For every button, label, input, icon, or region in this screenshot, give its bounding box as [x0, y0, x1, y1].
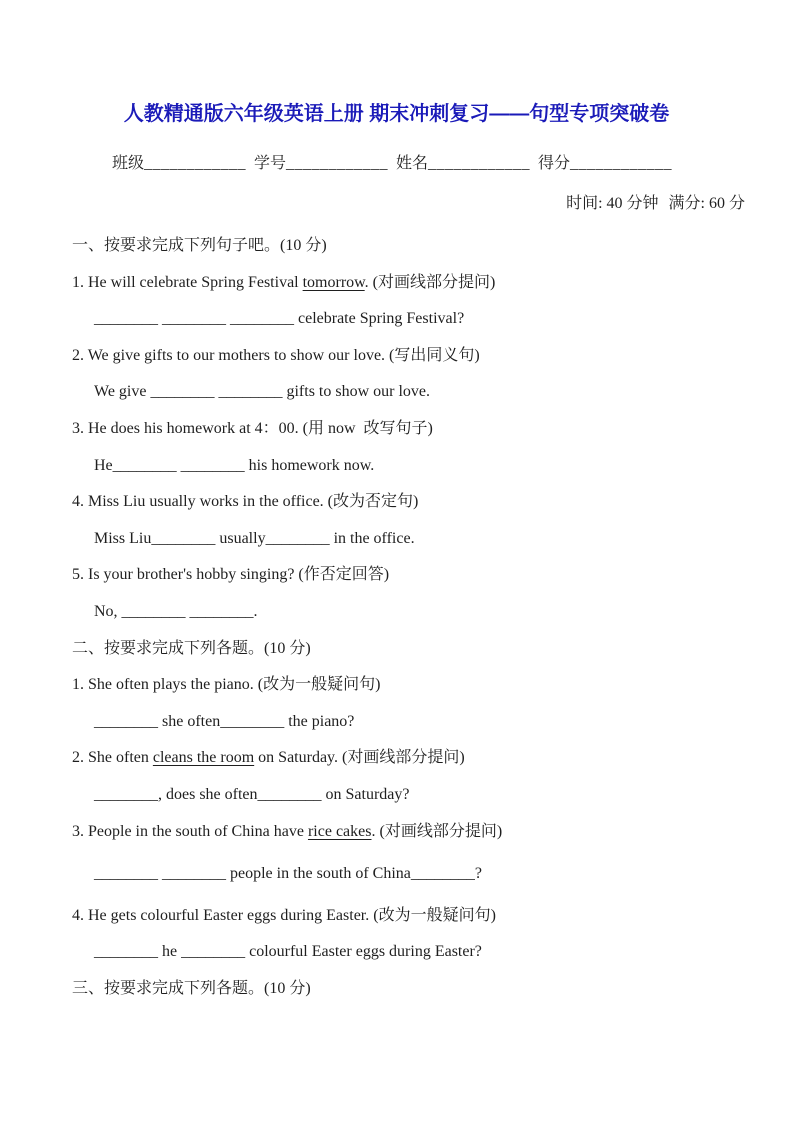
- section1-question3: 3. He does his homework at 4：00. (用 now 改写句子): [72, 419, 433, 437]
- section1-answer2: We give ________ ________ gifts to show our love.: [94, 383, 431, 401]
- exam-meta-line: [72, 192, 745, 216]
- section3-heading: 三、按要求完成下列各题。(10 分): [72, 979, 311, 997]
- section2-answer4: ________ he ________ colourful Easter eggs during Easter?: [94, 943, 482, 961]
- section2-heading: 二、按要求完成下列各题。(10 分): [72, 639, 311, 657]
- section1-question5: 5. Is your brother's hobby singing? (作否定回答): [72, 566, 390, 584]
- section2-question1: 1. She often plays the piano. (改为一般疑问句): [72, 676, 381, 694]
- section1-answer5: No, ________ ________.: [94, 602, 258, 620]
- section2-answer2: ________, does she often________ on Saturday?: [94, 785, 410, 803]
- section2-answer3: ________ ________ people in the south of China________?: [94, 865, 482, 883]
- name-blank: ____________: [428, 155, 531, 172]
- section1-heading: 一、按要求完成下列句子吧。(10 分): [72, 237, 327, 254]
- section1-answer1: ________ ________ ________ celebrate Spring Festival?: [94, 310, 465, 328]
- score-blank: ____________: [570, 155, 673, 172]
- section1-answer4: Miss Liu________ usually________ in the office.: [94, 529, 415, 547]
- student-number-label: 学号: [253, 155, 286, 172]
- section1-question1: 1. He will celebrate Spring Festival tomorrow. (对画线部分提问): [72, 273, 496, 291]
- full-score: 满分: 60 分: [668, 195, 745, 212]
- name-label: 姓名: [396, 155, 429, 172]
- worksheet-body: [72, 228, 745, 1007]
- student-number-field: [254, 155, 388, 172]
- score-label: 得分: [538, 155, 571, 172]
- section2-answer1: ________ she often________ the piano?: [94, 712, 355, 730]
- student-number-blank: ____________: [286, 155, 388, 172]
- class-label: 班级: [111, 155, 144, 172]
- section2-question2: 2. She often cleans the room on Saturday. (对画线部分提问): [72, 749, 465, 767]
- underlined-phrase: rice cakes: [307, 822, 372, 840]
- time-limit: 时间: 40 分钟: [566, 195, 659, 212]
- class-field: [112, 155, 246, 172]
- student-info-line: [39, 152, 745, 176]
- section2-question3: 3. People in the south of China have rice cakes. (对画线部分提问): [72, 822, 503, 840]
- section1-answer3: He________ ________ his homework now.: [94, 456, 375, 474]
- section2-question4: 4. He gets colourful Easter eggs during Easter. (改为一般疑问句): [72, 906, 496, 924]
- section1-question2: 2. We give gifts to our mothers to show our love. (写出同义句): [72, 346, 480, 364]
- class-blank: ____________: [143, 155, 246, 172]
- section1-question4: 4. Miss Liu usually works in the office. (改为否定句): [72, 493, 419, 511]
- underlined-phrase: cleans the room: [152, 749, 255, 767]
- score-field: [538, 155, 672, 172]
- underlined-phrase: tomorrow: [302, 273, 365, 291]
- page-title: 人教精通版六年级英语上册 期末冲刺复习——句型专项突破卷: [123, 103, 670, 125]
- name-field: [396, 155, 530, 172]
